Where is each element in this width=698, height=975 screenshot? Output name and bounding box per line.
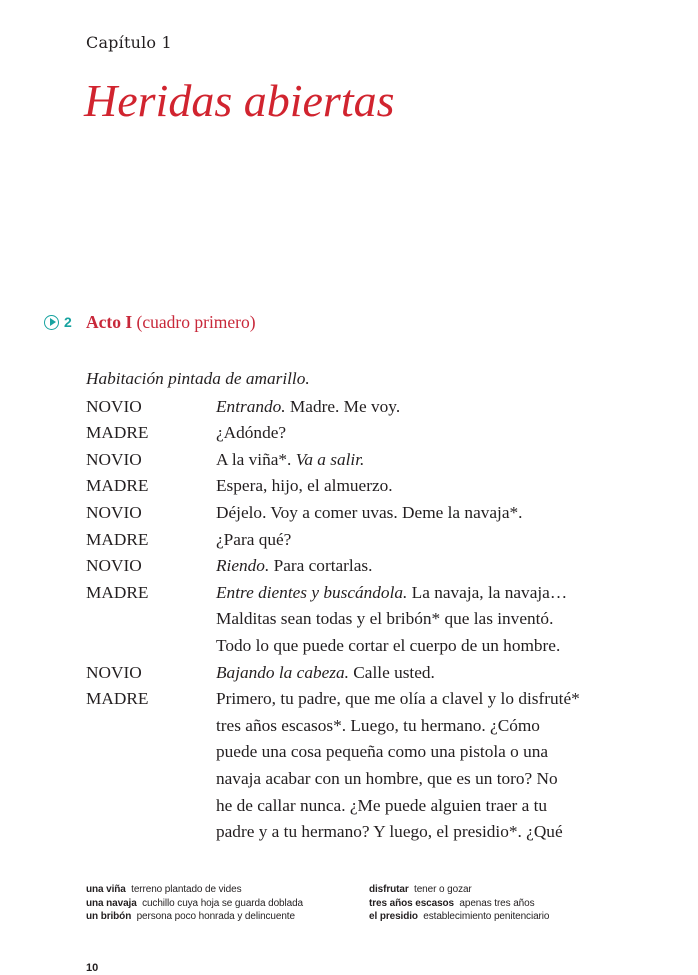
glossary-definition: tener o gozar xyxy=(414,884,472,895)
dialogue-row xyxy=(86,606,666,633)
line-text: puede una cosa pequeña como una pistola o una xyxy=(216,742,549,762)
speaker-name: MADRE xyxy=(86,689,149,709)
stage-direction: Entrando. xyxy=(216,396,286,416)
stage-direction: Riendo. xyxy=(216,556,270,576)
dialogue-row xyxy=(86,713,666,740)
dialogue-row xyxy=(86,394,666,421)
act-subtitle: (cuadro primero) xyxy=(132,312,256,332)
stage-direction: Va a salir. xyxy=(295,449,365,469)
line-text: Todo lo que puede cortar el cuerpo de un hombre. xyxy=(216,635,561,655)
line-text: Madre. Me voy. xyxy=(285,396,401,416)
glossary-term: tres años escasos xyxy=(369,897,455,909)
speaker-name xyxy=(86,766,216,793)
line-text: tres años escasos*. Luego, tu hermano. ¿Cómo xyxy=(216,715,540,735)
speaker-name xyxy=(86,633,216,660)
glossary-entry xyxy=(369,910,639,924)
line-text: padre y a tu hermano? Y luego, el presidio*. ¿Qué xyxy=(216,822,563,842)
dialogue-line xyxy=(216,447,666,474)
line-text: La navaja, la navaja… xyxy=(407,582,568,602)
dialogue-row xyxy=(86,500,666,527)
glossary-term: disfrutar xyxy=(369,884,409,895)
glossary-column-left xyxy=(86,883,356,924)
dialogue-line xyxy=(216,500,666,527)
glossary-term: una navaja xyxy=(86,897,137,909)
glossary-definition: establecimiento penitenciario xyxy=(423,911,550,922)
dialogue-line xyxy=(216,580,666,607)
audio-track-marker[interactable] xyxy=(44,314,72,330)
stage-setting: Habitación pintada de amarillo. xyxy=(86,369,310,388)
dialogue-line xyxy=(216,713,666,740)
dialogue-row xyxy=(86,819,666,846)
dialogue-line xyxy=(216,473,666,500)
speaker-name: NOVIO xyxy=(86,662,142,682)
speaker-name xyxy=(86,713,216,740)
track-number: 2 xyxy=(64,314,72,330)
dialogue-row xyxy=(86,739,666,766)
line-text: Calle usted. xyxy=(348,662,435,682)
line-text: ¿Adónde? xyxy=(216,423,287,443)
dialogue-line xyxy=(216,793,666,820)
script-text xyxy=(86,366,666,846)
speaker-name xyxy=(86,819,216,846)
glossary-definition: persona poco honrada y delincuente xyxy=(136,911,295,922)
line-text: Para cortarlas. xyxy=(269,556,373,576)
dialogue xyxy=(86,394,666,846)
glossary-definition: apenas tres años xyxy=(459,897,535,909)
dialogue-row xyxy=(86,660,666,687)
dialogue-line xyxy=(216,686,666,713)
dialogue-row xyxy=(86,420,666,447)
line-text: A la viña*. xyxy=(216,449,296,469)
glossary-term: el presidio xyxy=(369,911,418,922)
dialogue-row xyxy=(86,527,666,554)
dialogue-row xyxy=(86,633,666,660)
dialogue-row xyxy=(86,473,666,500)
dialogue-line xyxy=(216,606,666,633)
glossary-entry xyxy=(369,883,639,897)
dialogue-line xyxy=(216,739,666,766)
glossary-entry xyxy=(86,910,356,924)
dialogue-line xyxy=(216,420,666,447)
glossary-term: un bribón xyxy=(86,911,132,922)
glossary-entry xyxy=(86,883,356,897)
chapter-title: Heridas abiertas xyxy=(84,75,395,126)
dialogue-line xyxy=(216,394,666,421)
page-number: 10 xyxy=(86,962,99,974)
act-title: Acto I xyxy=(86,312,133,332)
glossary-entry xyxy=(86,897,356,911)
line-text: ¿Para qué? xyxy=(216,529,292,549)
dialogue-line xyxy=(216,766,666,793)
dialogue-line xyxy=(216,527,666,554)
glossary-column-right xyxy=(369,883,639,924)
dialogue-row xyxy=(86,553,666,580)
chapter-label: Capítulo 1 xyxy=(86,33,172,52)
speaker-name: NOVIO xyxy=(86,449,142,469)
dialogue-row xyxy=(86,793,666,820)
speaker-name: MADRE xyxy=(86,582,149,602)
stage-direction: Bajando la cabeza. xyxy=(216,662,349,682)
glossary-definition: terreno plantado de vides xyxy=(131,884,242,895)
dialogue-line xyxy=(216,660,666,687)
speaker-name xyxy=(86,793,216,820)
act-heading xyxy=(86,312,256,333)
speaker-name: NOVIO xyxy=(86,396,142,416)
dialogue-row xyxy=(86,580,666,607)
line-text: he de callar nunca. ¿Me puede alguien traer a tu xyxy=(216,795,548,815)
dialogue-row xyxy=(86,447,666,474)
line-text: Malditas sean todas y el bribón* que las inventó. xyxy=(216,609,554,629)
speaker-name xyxy=(86,739,216,766)
glossary-term: una viña xyxy=(86,884,126,895)
speaker-name: NOVIO xyxy=(86,502,142,522)
dialogue-line xyxy=(216,819,666,846)
dialogue-line xyxy=(216,553,666,580)
dialogue-line xyxy=(216,633,666,660)
dialogue-row xyxy=(86,766,666,793)
stage-direction: Entre dientes y buscándola. xyxy=(216,582,408,602)
line-text: navaja acabar con un hombre, que es un toro? No xyxy=(216,768,558,788)
line-text: Déjelo. Voy a comer uvas. Deme la navaja*. xyxy=(216,502,523,522)
line-text: Primero, tu padre, que me olía a clavel y lo disfruté* xyxy=(216,689,580,709)
speaker-name: MADRE xyxy=(86,476,149,496)
speaker-name: NOVIO xyxy=(86,556,142,576)
glossary-definition: cuchillo cuya hoja se guarda doblada xyxy=(142,897,304,909)
speaker-name: MADRE xyxy=(86,423,149,443)
speaker-name xyxy=(86,606,216,633)
line-text: Espera, hijo, el almuerzo. xyxy=(216,476,393,496)
speaker-name: MADRE xyxy=(86,529,149,549)
glossary-entry xyxy=(369,897,639,911)
dialogue-row xyxy=(86,686,666,713)
play-circle-icon[interactable] xyxy=(44,315,59,330)
